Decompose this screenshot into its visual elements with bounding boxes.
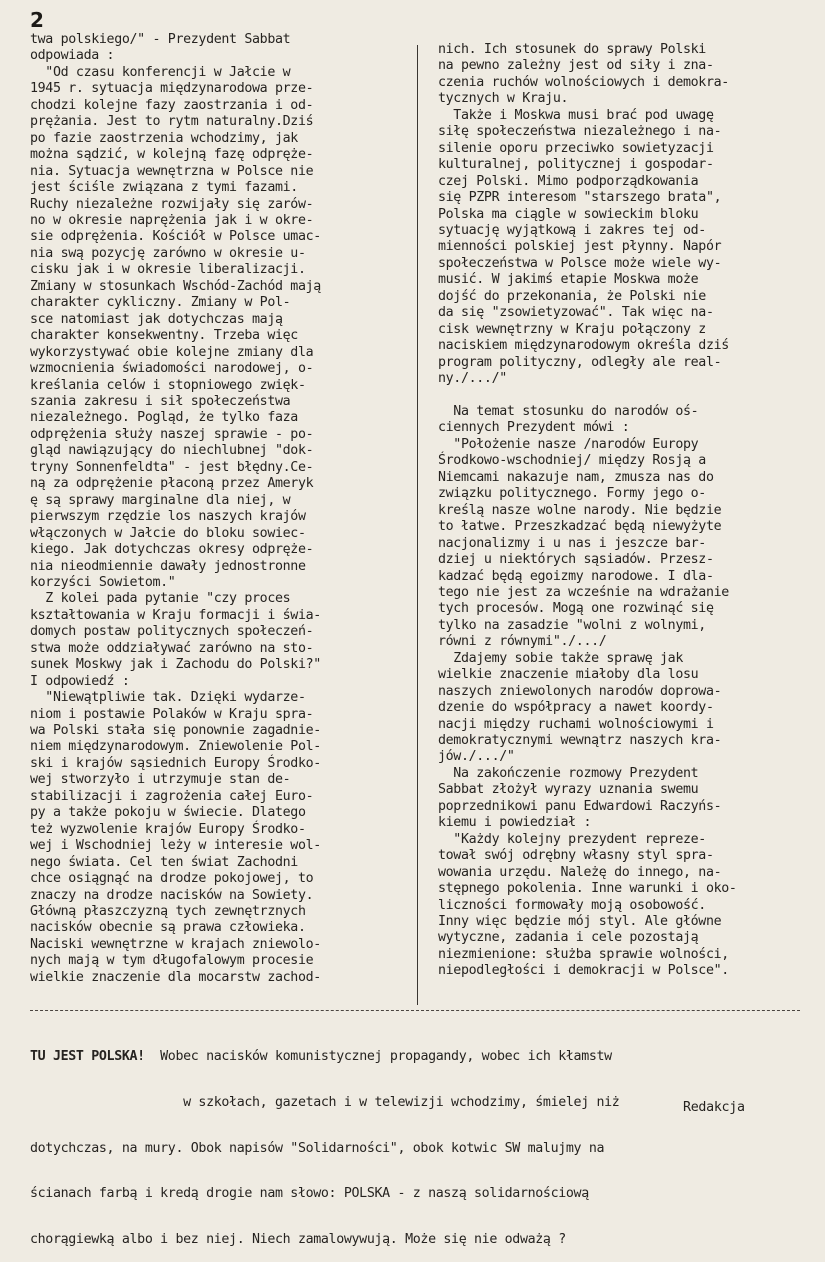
text-line: wej i Wschodniej leży w interesie wol- <box>30 838 321 854</box>
text-line: da się "zsowietyzować". Tak więc na- <box>438 305 714 321</box>
text-line: ciennych Prezydent mówi : <box>438 420 630 436</box>
text-line: prężania. Jest to rytm naturalny.Dziś <box>30 114 314 130</box>
text-line: tował swój odrębny własny styl spra- <box>438 848 714 864</box>
text-line: Niemcami nakazuje nam, zmusza nas do <box>438 469 714 485</box>
text-line: twa polskiego/" - Prezydent Sabbat <box>30 32 291 47</box>
text-line: ski i krajów sąsiednich Europy Środko- <box>30 755 321 771</box>
text-line: cisk wewnętrzny w Kraju połączony z <box>438 321 706 337</box>
text-line: kreślą nasze wolne narody. Nie będzie <box>438 502 722 518</box>
text-line: nych mają w tym długofalowym procesie <box>30 953 314 969</box>
text-line: "Niewątpliwie tak. Dzięki wydarze- <box>30 690 306 706</box>
text-line: tryny Sonnenfeldta" - jest błędny.Ce- <box>30 459 314 475</box>
text-line: społeczeństwa w Polsce może wiele wy- <box>438 255 722 271</box>
text-line: ę są sprawy marginalne dla niej, w <box>30 492 291 508</box>
text-line: dzenie do współpracy a nawet koordy- <box>438 700 714 716</box>
text-line: charakter konsekwentny. Trzeba więc <box>30 328 298 344</box>
text-line: Sabbat złożył wyrazy uznania swemu <box>438 782 699 798</box>
text-line: kreślania celów i stopniowego zwięk- <box>30 377 306 393</box>
text-line: wykorzystywać obie kolejne zmiany dla <box>30 344 314 360</box>
text-line: naciskiem międzynarodowym określa dziś <box>438 338 729 354</box>
footer-line: w szkołach, gazetach i w telewizji wchodzimy, śmielej niż <box>30 1095 620 1111</box>
text-line: "Każdy kolejny prezydent repreze- <box>438 831 706 847</box>
text-line: nia nieodmiennie dawały jednostronne <box>30 558 306 574</box>
text-line: korzyści Sowietom." <box>30 574 176 590</box>
footer-appeal <box>30 1019 810 1262</box>
text-line: kiemu i powiedział : <box>438 815 592 831</box>
text-line: sce natomiast jak dotychczas mają <box>30 311 283 327</box>
text-line: kształtowania w Kraju formacji i świa- <box>30 607 321 623</box>
text-line: Polska ma ciągle w sowieckim bloku <box>438 206 699 222</box>
text-line: ną za odprężenie płaconą przez Ameryk <box>30 476 314 492</box>
text-line: też wyzwolenie krajów Europy Środko- <box>30 821 306 837</box>
text-line: włączonych w Jałcie do bloku sowiec- <box>30 525 306 541</box>
text-line: czenia ruchów wolnościowych i demokra- <box>438 74 729 90</box>
text-line: Ruchy niezależne rozwijały się zarów- <box>30 196 314 212</box>
text-line: niepodległości i demokracji w Polsce". <box>438 963 729 979</box>
text-line: niezależnego. Pogląd, że tylko faza <box>30 410 298 426</box>
text-line: nacji między ruchami wolnościowymi i <box>438 716 714 732</box>
text-line: siłę społeczeństwa niezależnego i na- <box>438 124 722 140</box>
text-line: musić. W jakimś etapie Moskwa może <box>438 272 699 288</box>
text-line: silenie oporu przeciwko sowietyzacji <box>438 140 714 156</box>
text-line: chodzi kolejne fazy zaostrzania i od- <box>30 97 314 113</box>
text-line: tycznych w Kraju. <box>438 91 569 107</box>
text-line: nacisków obecnie są prawa człowieka. <box>30 920 306 936</box>
text-line: stępnego pokolenia. Inne warunki i oko- <box>438 881 737 897</box>
text-line: program polityczny, odległy ale real- <box>438 354 722 370</box>
text-line: gląd nawiązujący do niechlubnej "dok- <box>30 443 314 459</box>
text-line: po fazie zaostrzenia wchodzimy, jak <box>30 130 298 146</box>
text-line: domych postaw politycznych społeczeń- <box>30 624 314 640</box>
footer-line <box>30 1049 810 1064</box>
text-line: jów./.../" <box>438 749 515 765</box>
column-divider <box>417 45 418 1005</box>
text-line: ny./.../" <box>438 371 507 387</box>
text-line: jest ściśle związana z tymi fazami. <box>30 180 298 196</box>
text-line: py a także pokoju w świecie. Dlatego <box>30 805 306 821</box>
text-line: nia swą pozycję zarówno w okresie u- <box>30 245 306 261</box>
text-line: charakter cykliczny. Zmiany w Pol- <box>30 295 291 311</box>
text-line: równi z równymi"./.../ <box>438 634 607 650</box>
footer-line: ścianach farbą i kredą drogie nam słowo: POLSKA - z naszą solidarnościową <box>30 1186 589 1202</box>
text-line: nich. Ich stosunek do sprawy Polski <box>438 42 706 57</box>
text-line: "Położenie nasze /narodów Europy <box>438 436 699 452</box>
text-line: dziej u niektórych sąsiadów. Przesz- <box>438 552 714 568</box>
text-line: czej Polski. Mimo podporządkowania <box>438 173 699 189</box>
text-line: liczności formowały moją osobowość. <box>438 897 706 913</box>
text-line: na pewno zależny jest od siły i zna- <box>438 58 714 74</box>
text-line: Główną płaszczyzną tych zewnętrznych <box>30 904 306 920</box>
footer-line: dotychczas, na mury. Obok napisów "Solidarności", obok kotwic SW malujmy na <box>30 1140 605 1156</box>
text-line: dojść do przekonania, że Polski nie <box>438 288 706 304</box>
text-line: stabilizacji i zagrożenia całej Euro- <box>30 788 314 804</box>
text-line: odpowiada : <box>30 48 115 64</box>
text-line: można sądzić, w kolejną fazę odpręże- <box>30 147 314 163</box>
text-line: niom i postawie Polaków w Kraju spra- <box>30 706 314 722</box>
text-line: wzmocnienia świadomości narodowej, o- <box>30 361 314 377</box>
text-line: szania zakresu i sił społeczeństwa <box>30 393 291 409</box>
right-text-column <box>438 42 818 980</box>
editorial-signature: Redakcja <box>683 1100 745 1115</box>
text-line: wa Polski stała się ponownie zagadnie- <box>30 723 321 739</box>
text-line: niezmienione: służba sprawie wolności, <box>438 946 729 962</box>
text-line: "Od czasu konferencji w Jałcie w <box>30 64 291 80</box>
text-line: no w okresie naprężenia jak i w okre- <box>30 212 314 228</box>
text-line: Z kolei pada pytanie "czy proces <box>30 591 291 607</box>
text-line: cisku jak i w okresie liberalizacji. <box>30 262 306 278</box>
text-line: wej stworzyło i utrzymuje stan de- <box>30 772 291 788</box>
text-line: tego nie jest za wcześnie na wdrażanie <box>438 584 729 600</box>
text-line: kulturalnej, politycznej i gospodar- <box>438 157 714 173</box>
text-line: sie odprężenia. Kościół w Polsce umac- <box>30 229 321 245</box>
text-line: wytyczne, zadania i cele pozostają <box>438 930 699 946</box>
text-line: Naciski wewnętrzne w krajach zniewolo- <box>30 936 321 952</box>
text-line: Zmiany w stosunkach Wschód-Zachód mają <box>30 278 321 294</box>
footer-slogan: TU JEST POLSKA! <box>30 1049 145 1065</box>
text-line: demokratycznymi wewnątrz naszych kra- <box>438 733 722 749</box>
text-line: związku politycznego. Formy jego o- <box>438 486 706 502</box>
text-line: to łatwe. Przeszkadzać będą niewyżyte <box>438 519 722 535</box>
text-line: I odpowiedź : <box>30 673 130 689</box>
text-line: nego świata. Cel ten świat Zachodni <box>30 854 298 870</box>
text-line: sytuację wyjątkową i zakres tej od- <box>438 222 706 238</box>
text-line: Inny więc będzie mój styl. Ale główne <box>438 914 722 930</box>
footer-line-text: Wobec nacisków komunistycznej propagandy, wobec ich kłamstw <box>144 1049 612 1065</box>
text-line: się PZPR interesom "starszego brata", <box>438 190 722 206</box>
text-line: chce osiągnąć na drodze pokojowej, to <box>30 871 314 887</box>
page-number: 2 <box>30 8 44 32</box>
left-text-column <box>30 32 412 986</box>
text-line: odprężenia służy naszej sprawie - po- <box>30 426 314 442</box>
text-line: Na temat stosunku do narodów oś- <box>438 403 699 419</box>
text-line: tylko na zasadzie "wolni z wolnymi, <box>438 617 706 633</box>
text-line: tych procesów. Mogą one rozwinąć się <box>438 601 714 617</box>
text-line: wielkie znaczenie dla mocarstw zachod- <box>30 969 321 985</box>
text-line: Na zakończenie rozmowy Prezydent <box>438 765 699 781</box>
text-line: niem międzynarodowym. Zniewolenie Pol- <box>30 739 321 755</box>
footer-divider <box>30 1010 800 1011</box>
text-line: Także i Moskwa musi brać pod uwagę <box>438 107 714 123</box>
text-line: Środkowo-wschodniej/ między Rosją a <box>438 453 706 469</box>
text-line: poprzednikowi panu Edwardowi Raczyńs- <box>438 798 722 814</box>
text-line: Zdajemy sobie także sprawę jak <box>438 650 683 666</box>
text-line: stwa może oddziaływać zarówno na sto- <box>30 640 314 656</box>
text-line: kadzać będą egoizmy narodowe. I dla- <box>438 568 714 584</box>
text-line: wowania urzędu. Należę do innego, na- <box>438 864 722 880</box>
text-line <box>438 388 818 404</box>
text-line: kiego. Jak dotychczas okresy odpręże- <box>30 542 314 558</box>
text-line: naszych zniewolonych narodów doprowa- <box>438 683 722 699</box>
text-line: pierwszym rzędzie los naszych krajów <box>30 509 306 525</box>
footer-line: chorągiewką albo i bez niej. Niech zamalowywują. Może się nie odważą ? <box>30 1231 566 1247</box>
text-line: mienności polskiej jest płynny. Napór <box>438 239 722 255</box>
text-line: 1945 r. sytuacja międzynarodowa prze- <box>30 81 314 97</box>
text-line: sunek Moskwy jak i Zachodu do Polski?" <box>30 657 321 673</box>
text-line: wielkie znaczenie miałoby dla losu <box>438 667 699 683</box>
text-line: znaczy na drodze nacisków na Sowiety. <box>30 887 314 903</box>
text-line: nia. Sytuacja wewnętrzna w Polsce nie <box>30 163 314 179</box>
text-line: nacjonalizmy i u nas i jeszcze bar- <box>438 535 706 551</box>
